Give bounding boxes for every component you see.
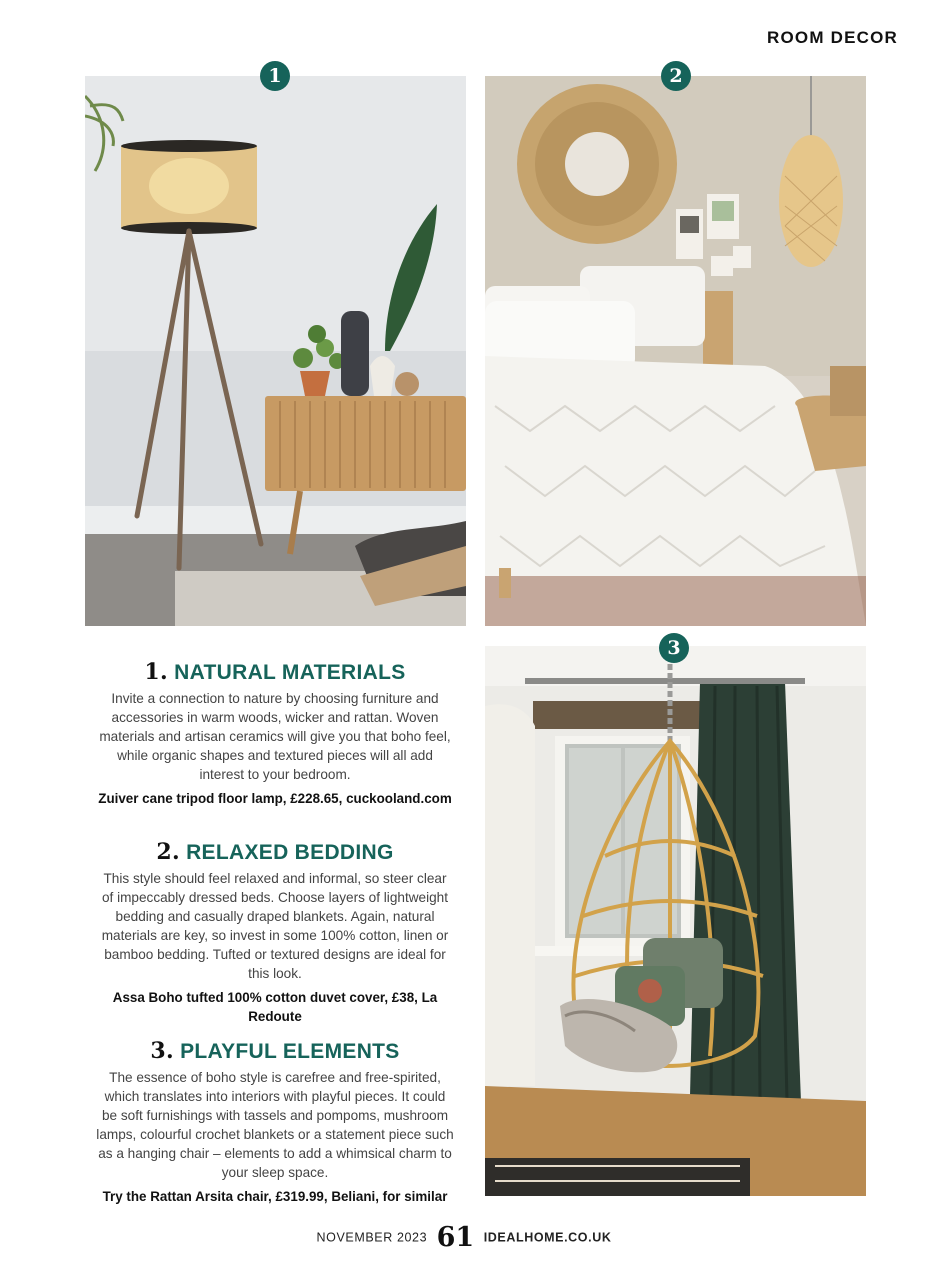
feature-relaxed-bedding	[96, 839, 454, 1026]
feature-playful-elements	[96, 1038, 454, 1206]
feature-body: This style should feel relaxed and informal, so steer clear of impeccably dressed beds. Choose layers of lightweight bedding and casually draped blankets. Again, natural materials are key, so invest in some 100% cotton, linen or bamboo bedding. Tufted or textured designs are ideal for this look.	[101, 871, 449, 981]
feature-heading	[96, 839, 454, 865]
page-number: 61	[436, 1222, 475, 1253]
photo-tripod-floor-lamp	[85, 76, 466, 626]
feature-title: RELAXED BEDDING	[186, 841, 394, 864]
feature-heading	[96, 1038, 454, 1064]
photo-number-badge-3: 3	[659, 633, 689, 663]
photo-number-badge-2: 2	[661, 61, 691, 91]
feature-natural-materials	[96, 659, 454, 808]
feature-body: Invite a connection to nature by choosing furniture and accessories in warm woods, wicker and rattan. Woven materials and artisan ceramics will give you that boho feel, while organic shapes and textured pieces will all add interest to your bedroom.	[99, 691, 451, 782]
section-label: ROOM DECOR	[767, 28, 898, 47]
feature-number: 1.	[144, 659, 168, 685]
product-credit: Assa Boho tufted 100% cotton duvet cover, £38, La Redoute	[112, 990, 438, 1024]
page-footer	[0, 1222, 928, 1253]
feature-title: NATURAL MATERIALS	[174, 661, 406, 684]
feature-title: PLAYFUL ELEMENTS	[180, 1040, 400, 1063]
photo-hanging-rattan-chair	[485, 646, 866, 1196]
feature-number: 3.	[150, 1038, 174, 1064]
issue-date: NOVEMBER 2023	[316, 1230, 428, 1245]
photo-boho-bedroom	[485, 76, 866, 626]
website-link[interactable]: IDEALHOME.CO.UK	[483, 1230, 612, 1245]
product-credit: Try the Rattan Arsita chair, £319.99, Beliani, for similar	[102, 1189, 448, 1204]
product-credit: Zuiver cane tripod floor lamp, £228.65, cuckooland.com	[98, 791, 452, 806]
feature-number: 2.	[156, 839, 180, 865]
feature-heading	[96, 659, 454, 685]
photo-number-badge-1: 1	[260, 61, 290, 91]
feature-body: The essence of boho style is carefree and free-spirited, which translates into interiors with playful pieces. It could be soft furnishings with tassels and pompoms, mushroom lamps, colourful crochet blankets or a statement piece such as a hanging chair – elements to add a whimsical charm to your sleep space.	[96, 1070, 454, 1180]
